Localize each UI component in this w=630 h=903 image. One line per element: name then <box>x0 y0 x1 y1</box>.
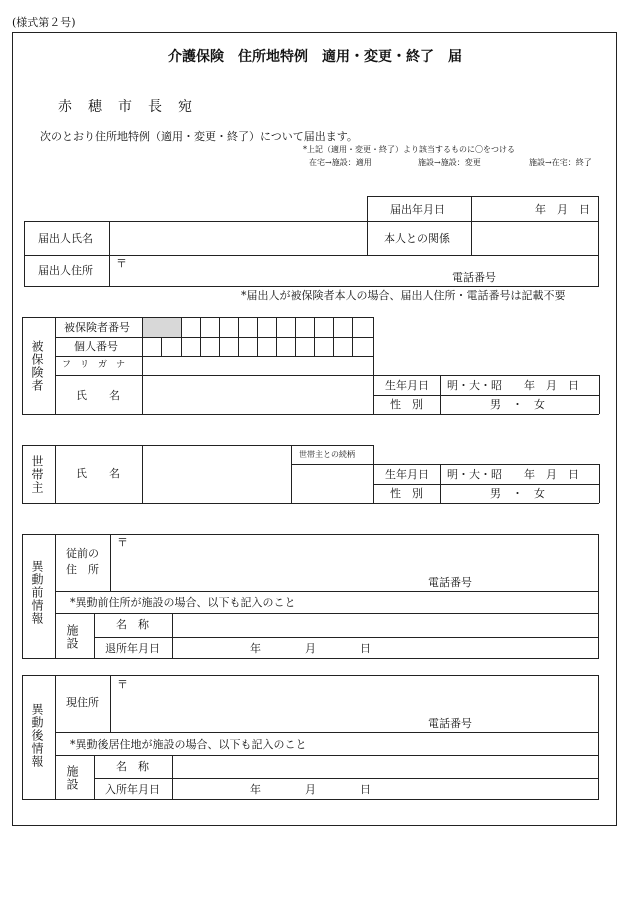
before-facility-name-label: 名 称 <box>116 618 149 631</box>
hh-relation-label: 世帯主との続柄 <box>299 450 355 459</box>
after-facility-note: *異動後居住地が施設の場合、以下も記入のこと <box>70 738 307 751</box>
insured-sex-field[interactable]: 男 ・ 女 <box>490 398 545 411</box>
before-address-field[interactable] <box>130 538 430 586</box>
furigana-label: フ リ ガ ナ <box>62 360 126 370</box>
householder-name-label: 氏 名 <box>76 467 120 480</box>
individual-no-label: 個人番号 <box>74 340 118 353</box>
submitter-name-label: 届出人氏名 <box>38 232 93 245</box>
submit-date-label: 届出年月日 <box>390 203 445 216</box>
hh-sex-label: 性 別 <box>390 487 423 500</box>
submitter-footnote: *届出人が被保険者本人の場合、届出人住所・電話番号は記載不要 <box>241 289 566 302</box>
after-phone-label: 電話番号 <box>428 717 472 730</box>
relation-label: 本人との関係 <box>384 232 450 245</box>
insured-dob-field[interactable]: 明・大・昭 年 月 日 <box>447 379 579 392</box>
after-facility-label: 施設 <box>65 765 79 791</box>
before-date-label: 退所年月日 <box>105 642 160 655</box>
after-facility-name-field[interactable] <box>175 757 596 776</box>
after-date-label: 入所年月日 <box>105 783 160 796</box>
submitter-address-label: 届出人住所 <box>38 264 93 277</box>
insured-dob-label: 生年月日 <box>385 379 429 392</box>
hh-sex-field[interactable]: 男 ・ 女 <box>490 487 545 500</box>
hh-relation-field[interactable] <box>294 467 370 501</box>
before-address-label-1: 従前の <box>66 547 99 560</box>
form-title: 介護保険 住所地特例 適用・変更・終了 届 <box>168 49 462 65</box>
before-phone-label: 電話番号 <box>428 576 472 589</box>
householder-name-field[interactable] <box>145 448 288 501</box>
relation-field[interactable] <box>474 223 597 253</box>
insured-sex-label: 性 別 <box>390 398 423 411</box>
insured-name-label: 氏 名 <box>76 389 120 402</box>
submitter-address-field[interactable] <box>128 258 428 284</box>
hh-dob-field[interactable]: 明・大・昭 年 月 日 <box>447 468 579 481</box>
form-id: (様式第２号) <box>12 16 76 29</box>
before-facility-note: *異動前住所が施設の場合、以下も記入のこと <box>70 596 296 609</box>
note-header: *上記（適用・変更・終了）より該当するものに〇をつける <box>303 145 515 154</box>
after-address-label: 現住所 <box>66 696 99 709</box>
after-postal-mark: 〒 <box>117 678 128 691</box>
householder-section-label: 世帯主 <box>30 455 44 494</box>
note-end: 施設→在宅：終了 <box>529 158 592 167</box>
note-apply: 在宅→施設：適用 <box>309 158 372 167</box>
before-phone-field[interactable] <box>482 574 596 589</box>
insured-no-label: 被保険者番号 <box>64 321 130 334</box>
before-date-field[interactable]: 年 月 日 <box>250 642 371 655</box>
after-section-label: 異動後情報 <box>30 703 44 768</box>
before-facility-name-field[interactable] <box>175 615 596 635</box>
note-change: 施設→施設：変更 <box>418 158 481 167</box>
before-postal-mark: 〒 <box>117 536 128 549</box>
intro-text: 次のとおり住所地特例（適用・変更・終了）について届出ます。 <box>40 130 358 143</box>
submitter-phone-field[interactable] <box>505 268 597 284</box>
addressee: 赤 穂 市 長 宛 <box>58 99 193 115</box>
before-facility-label: 施設 <box>65 624 79 650</box>
after-facility-name-label: 名 称 <box>116 760 149 773</box>
furigana-field[interactable] <box>145 358 370 373</box>
after-address-field[interactable] <box>130 679 430 727</box>
submitter-name-field[interactable] <box>112 223 364 253</box>
before-section-label: 異動前情報 <box>30 560 44 625</box>
insured-name-field[interactable] <box>145 378 370 412</box>
after-phone-field[interactable] <box>482 715 596 730</box>
after-date-field[interactable]: 年 月 日 <box>250 783 371 796</box>
postal-mark: 〒 <box>116 257 127 270</box>
insured-section-label: 被保険者 <box>30 340 44 392</box>
submit-date-field[interactable]: 年 月 日 <box>535 203 590 216</box>
submitter-phone-label: 電話番号 <box>452 271 496 284</box>
hh-dob-label: 生年月日 <box>385 468 429 481</box>
before-address-label-2: 住 所 <box>66 563 99 576</box>
